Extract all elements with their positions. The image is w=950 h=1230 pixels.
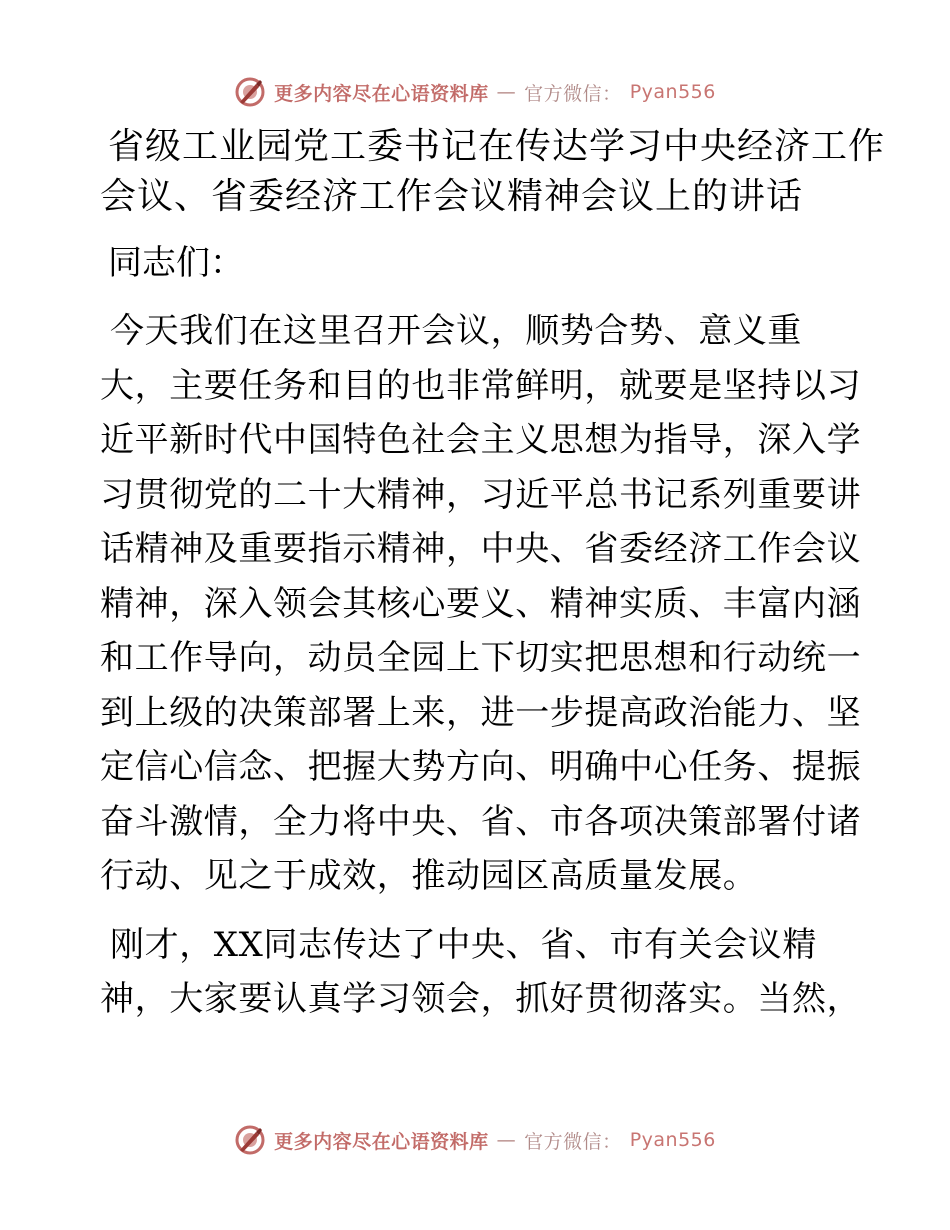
text-line: 和工作导向，动员全园上下切实把思想和行动统一	[100, 638, 862, 678]
text-line: 大，主要任务和目的也非常鲜明，就要是坚持以习	[100, 365, 862, 406]
watermark-brand: 更多内容尽在心语资料库	[274, 1130, 489, 1153]
watermark-id: Pyan556	[629, 1129, 716, 1151]
text-line: 今天我们在这里召开会议，顺势合势、意义重	[110, 311, 802, 351]
document-title	[100, 122, 886, 222]
watermark-id: Pyan556	[629, 81, 716, 103]
text-line: 奋斗激情，全力将中央、省、市各项决策部署付诸	[100, 801, 862, 842]
document-body	[100, 122, 886, 1027]
watermark-dash: —	[496, 81, 517, 103]
title-line: 省级工业园党工委书记在传达学习中央经济工作	[108, 126, 886, 167]
text-line: 话精神及重要指示精神，中央、省委经济工作会议	[100, 529, 862, 569]
greeting: 同志们：	[108, 243, 244, 283]
text-line: 刚才，XX同志传达了中央、省、市有关会议精	[110, 924, 818, 965]
watermark-channel: 官方微信：	[524, 1130, 622, 1153]
header-watermark	[0, 72, 950, 112]
pen-logo-icon	[234, 76, 266, 108]
text-line: 习贯彻党的二十大精神，习近平总书记系列重要讲	[100, 474, 862, 515]
text-line: 行动、见之于成效，推动园区高质量发展。	[100, 856, 758, 896]
title-line: 会议、省委经济工作会议精神会议上的讲话	[100, 176, 804, 217]
paragraph-1	[100, 304, 862, 904]
text-line: 近平新时代中国特色社会主义思想为指导，深入学	[100, 420, 862, 460]
watermark-brand: 更多内容尽在心语资料库	[274, 82, 489, 105]
pen-logo-icon	[234, 1124, 266, 1156]
text-line: 到上级的决策部署上来，进一步提高政治能力、坚	[100, 692, 862, 733]
text-line: 定信心信念、把握大势方向、明确中心任务、提振	[100, 747, 862, 787]
watermark-channel: 官方微信：	[524, 82, 622, 105]
paragraph-2	[100, 918, 862, 1027]
text-line: 精神，深入领会其核心要义、精神实质、丰富内涵	[100, 583, 862, 624]
footer-watermark	[0, 1120, 950, 1160]
text-line: 神，大家要认真学习领会，抓好贯彻落实。当然，	[100, 979, 862, 1019]
watermark-dash: —	[496, 1129, 517, 1151]
